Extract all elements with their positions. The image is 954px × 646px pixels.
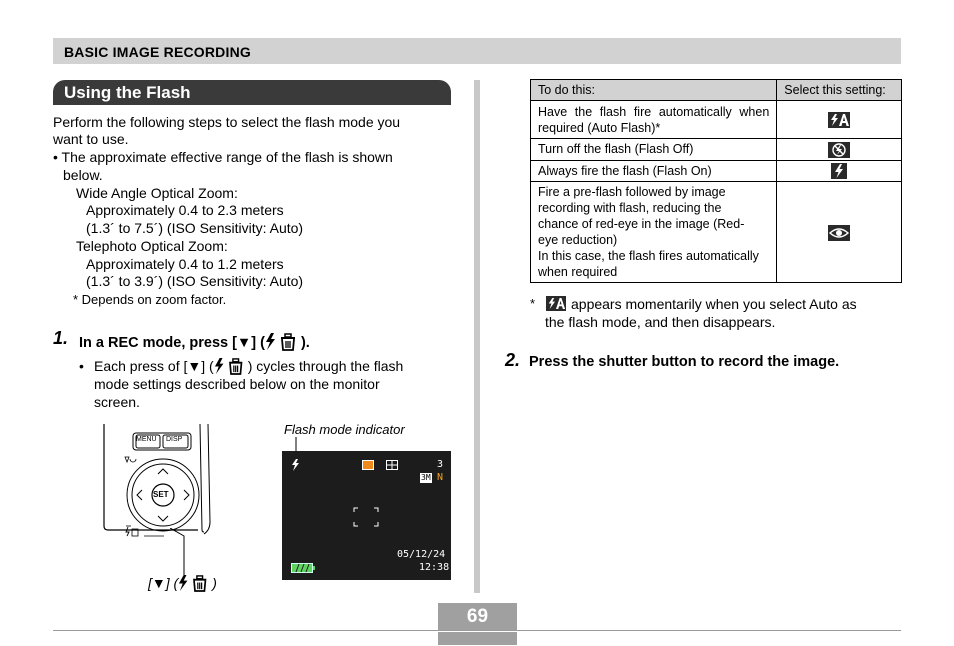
battery-icon: [291, 563, 315, 573]
disp-button-label: DISP: [166, 436, 183, 443]
menu-button-label: MENU: [136, 436, 157, 443]
table-row: [531, 139, 902, 161]
zoom-note: * Depends on zoom factor.: [73, 292, 227, 307]
step-2-text: Press the shutter button to record the image.: [529, 354, 840, 370]
page-number: 69: [466, 606, 489, 627]
step-1-text-end: ).: [300, 335, 310, 351]
step-1-bullet-mark: •: [79, 358, 84, 374]
footnote-mark: *: [530, 296, 536, 311]
red-eye-icon: [828, 225, 850, 241]
table-cell-icon: [777, 182, 902, 283]
step-1-number: 1.: [53, 328, 69, 348]
header-to-do: To do this:: [531, 80, 777, 101]
cell-line: when required: [538, 265, 618, 280]
section-heading: [53, 80, 451, 105]
down-button-caption-start: [▼] (: [148, 575, 179, 591]
step-1-text-start: In a REC mode, press [▼] (: [79, 335, 265, 351]
focus-mode-icon: [386, 460, 398, 470]
column-divider: [474, 80, 480, 593]
cell-line: In this case, the flash fires automatically: [538, 249, 759, 264]
wide-angle-range: Approximately 0.4 to 2.3 meters: [86, 202, 284, 218]
cell-line: required (Auto Flash)*: [538, 120, 661, 135]
auto-flash-icon: [546, 296, 566, 311]
table-cell-description: Turn off the flash (Flash Off): [531, 139, 777, 161]
flash-trash-icon: [265, 332, 301, 351]
flash-mode-indicator-icon: [291, 459, 301, 471]
table-cell-icon: [777, 139, 902, 161]
remaining-shots: 3: [437, 459, 444, 470]
down-button-caption: [148, 574, 217, 592]
chapter-header: [53, 38, 901, 64]
table-row: [531, 160, 902, 182]
wide-angle-feet: (1.3´ to 7.5´) (ISO Sensitivity: Auto): [86, 220, 304, 236]
table-cell-description: [531, 182, 777, 283]
step-1-text: [79, 332, 310, 351]
step-1-sub-line-3: screen.: [94, 394, 140, 410]
range-bullet-line-1: • The approximate effective range of the flash is shown: [53, 149, 393, 165]
flash-trash-icon: [178, 574, 212, 592]
camera-back-illustration: [92, 422, 220, 547]
chapter-title: BASIC IMAGE RECORDING: [64, 44, 251, 60]
table-cell-icon: [777, 101, 902, 139]
auto-flash-icon: [828, 112, 850, 128]
wide-angle-label: Wide Angle Optical Zoom:: [76, 185, 238, 201]
table-header-row: [531, 80, 902, 101]
cell-line: Have the flash fire automatically when: [538, 104, 770, 119]
cell-line: chance of red-eye in the image (Red-: [538, 217, 745, 232]
table-row: [531, 182, 902, 283]
header-setting: Select this setting:: [777, 80, 902, 101]
footnote-line-1: appears momentarily when you select Auto as: [571, 296, 857, 312]
image-size-badge: 3M: [421, 473, 431, 482]
table-cell-icon: [777, 160, 902, 182]
cell-line: Fire a pre-flash followed by image: [538, 185, 726, 200]
callout-line: [170, 528, 190, 578]
flash-settings-table: [530, 79, 902, 283]
page-number-base: [438, 632, 517, 645]
footnote-line-2: the flash mode, and then disappears.: [545, 314, 776, 330]
step-2-number: 2.: [505, 350, 521, 370]
flash-on-icon: [831, 163, 847, 179]
page-number-box: [438, 603, 517, 645]
down-button-caption-end: ): [212, 575, 217, 591]
flash-indicator-caption: Flash mode indicator: [284, 422, 405, 437]
monitor-date: 05/12/24: [397, 549, 446, 560]
image-quality: N: [437, 472, 444, 483]
step-1-sub-line-2: mode settings described below on the monitor: [94, 376, 380, 392]
step-1-sub-start: Each press of [▼] (: [94, 358, 214, 374]
monitor-screen: [282, 451, 451, 580]
table-row: [531, 101, 902, 139]
intro-line-1: Perform the following steps to select the flash mode you: [53, 114, 401, 130]
section-title: Using the Flash: [64, 83, 191, 102]
step-1-sub-line-1: [94, 357, 403, 375]
record-mode-icon: [362, 460, 374, 470]
table-cell-description: [531, 101, 777, 139]
range-bullet-line-2: below.: [63, 167, 103, 183]
flash-off-icon: [828, 142, 850, 158]
intro-line-2: want to use.: [53, 131, 129, 147]
telephoto-range: Approximately 0.4 to 1.2 meters: [86, 256, 284, 272]
step-1-sub-end: ) cycles through the flash: [247, 358, 404, 374]
table-cell-description: Always fire the flash (Flash On): [531, 160, 777, 182]
cell-line: eye reduction): [538, 233, 618, 248]
flash-trash-icon: [214, 357, 248, 375]
cell-line: recording with flash, reducing the: [538, 201, 722, 216]
telephoto-label: Telephoto Optical Zoom:: [76, 238, 228, 254]
monitor-time: 12:38: [419, 562, 450, 573]
set-button-label: SET: [153, 490, 169, 499]
focus-frame: [353, 507, 379, 527]
telephoto-feet: (1.3´ to 3.9´) (ISO Sensitivity: Auto): [86, 273, 304, 289]
